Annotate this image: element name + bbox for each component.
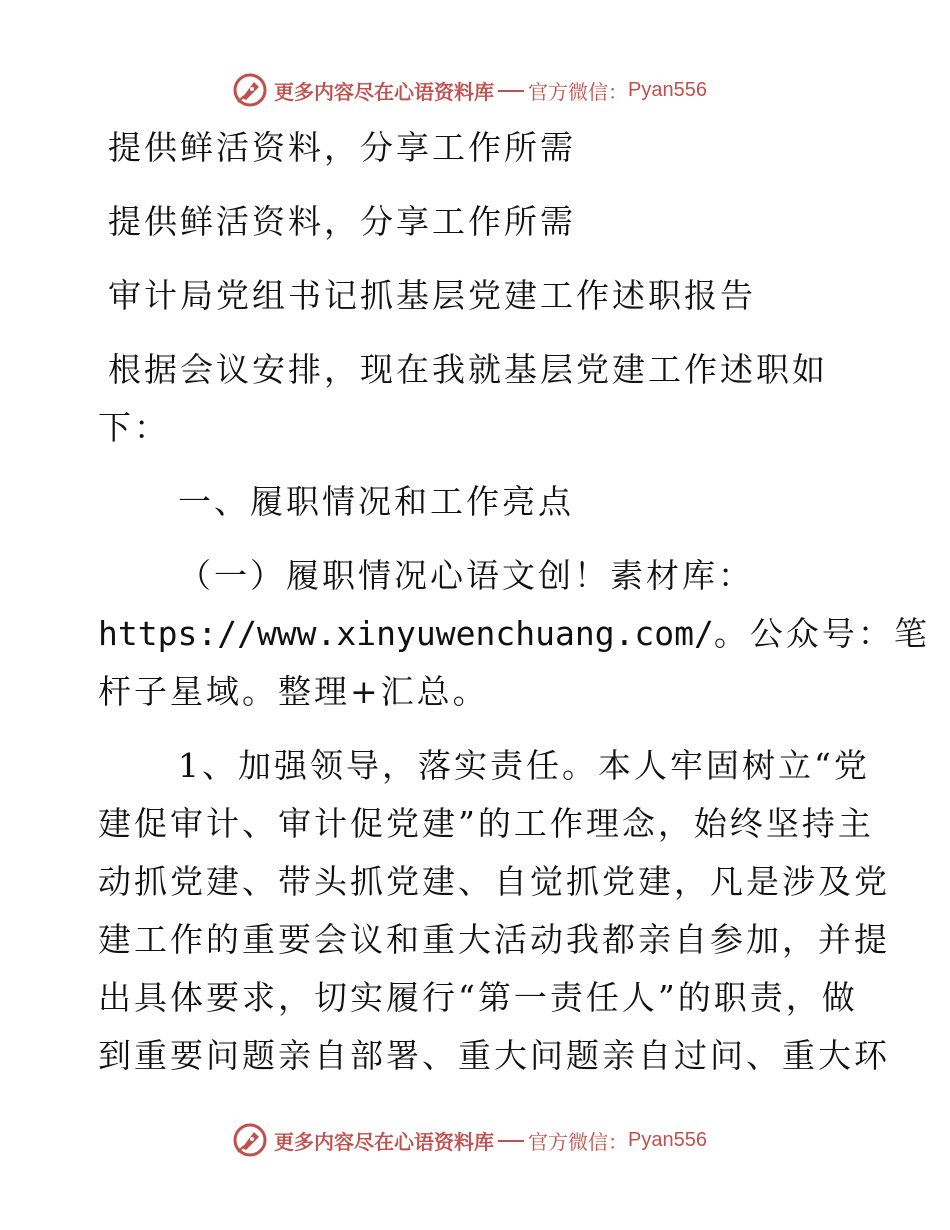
paragraph-line: 杆子星域。整理+汇总。 (98, 672, 489, 711)
paragraph-line: 1、加强领导，落实责任。本人牢固树立“党 (178, 746, 870, 785)
paragraph-line: 出具体要求，切实履行“第一责任人”的职责，做 (98, 978, 858, 1017)
paragraph-line: 建工作的重要会议和重大活动我都亲自参加，并提 (98, 920, 890, 959)
paragraph-line: 根据会议安排，现在我就基层党建工作述职如 (108, 350, 828, 389)
resource-url-text: https://www.xinyuwenchuang.com/ (98, 614, 714, 653)
watermark-dash (498, 1140, 524, 1142)
watermark-official-label: 官方微信： (528, 1129, 628, 1154)
subsection-heading: （一）履职情况心语文创！素材库： (178, 556, 754, 595)
paragraph-line: 建促审计、审计促党建”的工作理念，始终坚持主 (98, 804, 874, 843)
watermark-handle: Pyan556 (628, 1128, 707, 1151)
intro-line-1: 提供鲜活资料，分享工作所需 (108, 128, 576, 167)
watermark-dash (498, 90, 524, 92)
watermark-handle: Pyan556 (628, 78, 707, 101)
header-watermark (232, 72, 707, 108)
document-title: 审计局党组书记抓基层党建工作述职报告 (108, 276, 756, 315)
footer-watermark (232, 1122, 707, 1158)
section-heading: 一、履职情况和工作亮点 (178, 482, 574, 521)
intro-line-2: 提供鲜活资料，分享工作所需 (108, 202, 576, 241)
watermark-official-label: 官方微信： (528, 79, 628, 104)
paragraph-text: 。公众号：笔 (713, 614, 930, 653)
pen-nib-logo-icon (232, 1122, 268, 1158)
paragraph-line: 到重要问题亲自部署、重大问题亲自过问、重大环 (98, 1036, 890, 1075)
watermark-main-text: 更多内容尽在心语资料库 (274, 79, 494, 104)
pen-nib-logo-icon (232, 72, 268, 108)
paragraph-line (98, 614, 930, 654)
paragraph-line: 下： (98, 408, 170, 447)
paragraph-line: 动抓党建、带头抓党建、自觉抓党建，凡是涉及党 (98, 862, 890, 901)
watermark-main-text: 更多内容尽在心语资料库 (274, 1129, 494, 1154)
